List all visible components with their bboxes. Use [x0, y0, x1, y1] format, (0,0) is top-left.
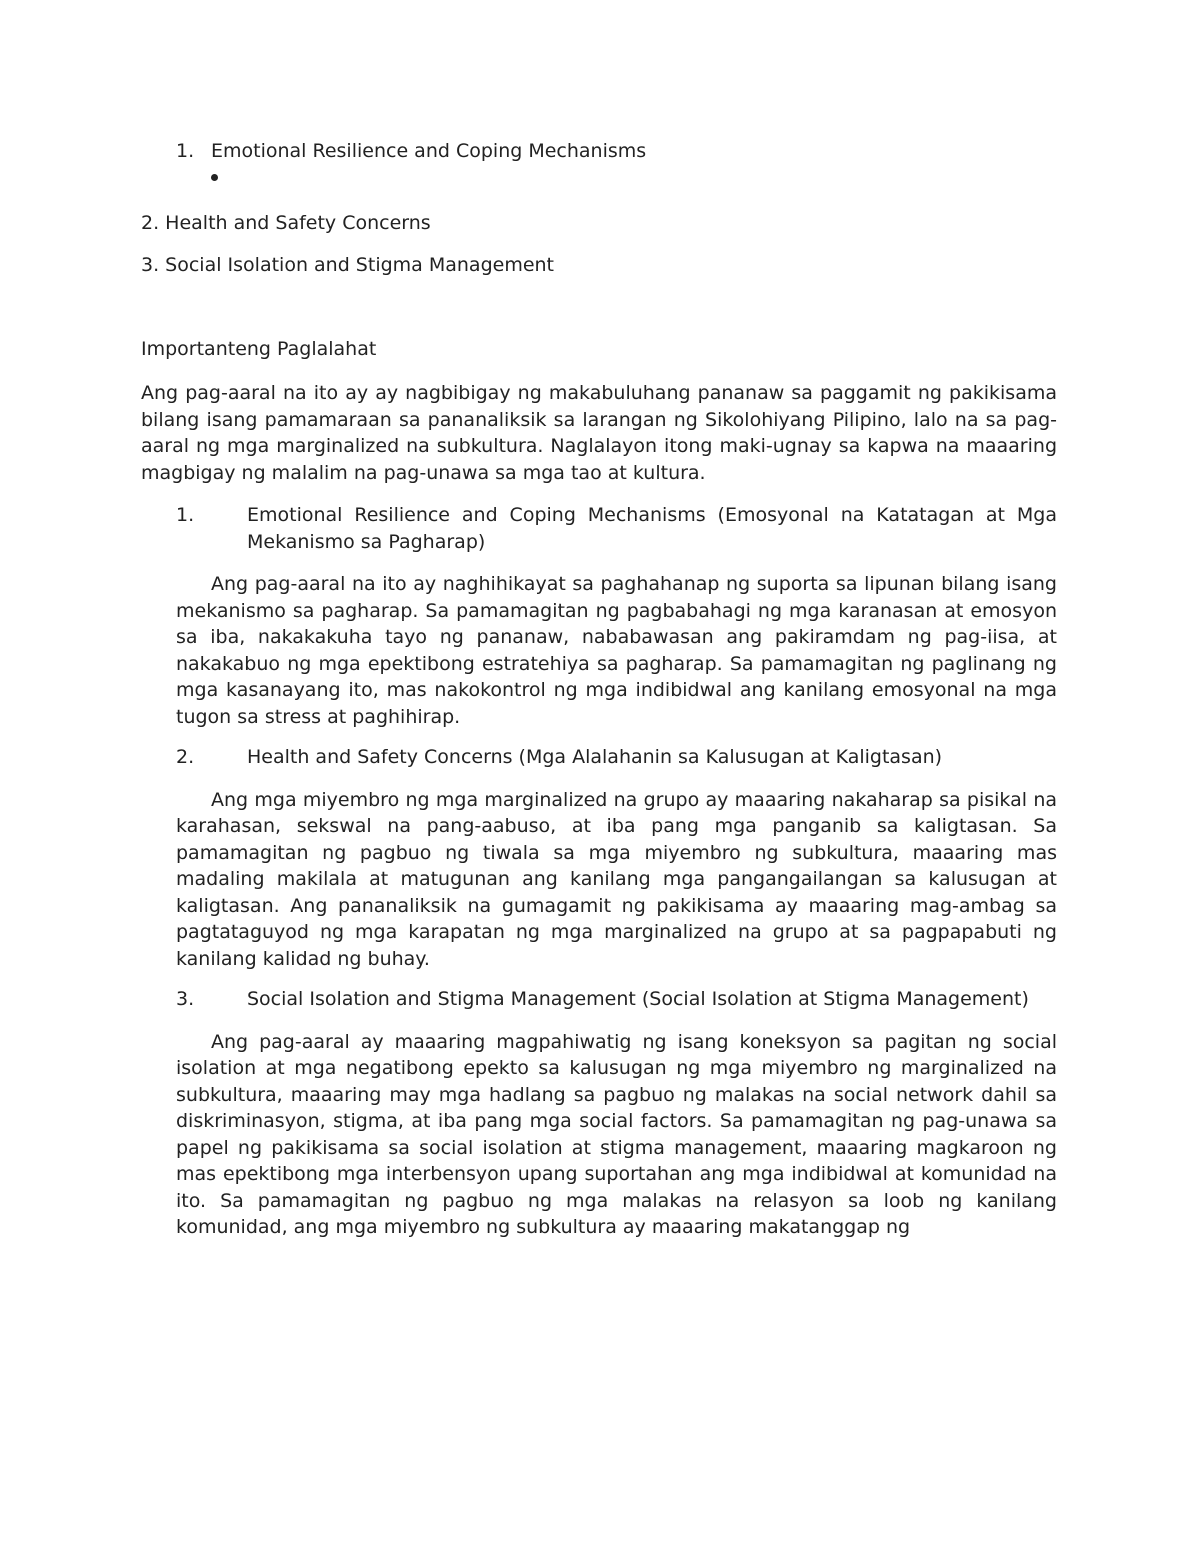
- section-title: Health and Safety Concerns (Mga Alalahanin sa Kalusugan at Kaligtasan): [247, 746, 943, 768]
- top-list-item-2: 2. Health and Safety Concerns: [141, 212, 431, 234]
- empty-bullet-item: [141, 166, 1057, 196]
- section-title: Social Isolation and Stigma Management (Social Isolation at Stigma Management): [247, 988, 1029, 1010]
- numbered-section-2-title: [141, 744, 1057, 771]
- list-item-text: Emotional Resilience and Coping Mechanisms: [211, 140, 647, 162]
- top-list-item-1: [141, 138, 1057, 166]
- intro-paragraph: Ang pag-aaral na ito ay ay nagbibigay ng makabuluhang pananaw sa paggamit ng pakikisama bilang isang pamamaraan sa pananaliksik sa larangan ng Sikolohiyang Pilipino, lalo na sa pag-aaral ng mga marginalized na subkultura. Naglalayon itong maki-ugnay sa kapwa na maaaring magbigay ng malalim na pag-unawa sa mga tao at kultura.: [141, 382, 1057, 484]
- list-number: 1.: [176, 140, 195, 162]
- document-page: [141, 138, 1057, 1241]
- section-number: 2.: [176, 746, 195, 768]
- section-heading: Importanteng Paglalahat: [141, 338, 377, 360]
- section-number: 1.: [176, 504, 195, 526]
- section-1-body: Ang pag-aaral na ito ay naghihikayat sa paghahanap ng suporta sa lipunan bilang isang mekanismo sa pagharap. Sa pamamagitan ng pagbabahagi ng mga karanasan at emosyon sa iba, nakakakuha tayo ng pananaw, nababawasan ang pakiramdam ng pag-iisa, at nakakabuo ng mga epektibong estratehiya sa pagharap. Sa pamamagitan ng paglinang ng mga kasanayang ito, mas nakokontrol ng mga indibidwal ang kanilang emosyonal na mga tugon sa stress at paghihirap.: [176, 573, 1057, 728]
- section-2-body: Ang mga miyembro ng mga marginalized na grupo ay maaaring nakaharap sa pisikal na karahasan, sekswal na pang-aabuso, at iba pang mga panganib sa kaligtasan. Sa pamamagitan ng pagbuo ng tiwala sa mga miyembro ng subkultura, maaaring mas madaling makilala at matugunan ang kanilang mga pangangailangan sa kalusugan at kaligtasan. Ang pananaliksik na gumagamit ng pakikisama ay maaaring mag-ambag sa pagtataguyod ng mga karapatan ng mga marginalized na grupo at sa pagpapabuti ng kanilang kalidad ng buhay.: [176, 788, 1057, 970]
- section-3-body: Ang pag-aaral ay maaaring magpahiwatig ng isang koneksyon sa pagitan ng social isolation at mga negatibong epekto sa kalusugan ng mga miyembro ng marginalized na subkultura, maaaring may mga hadlang sa pagbuo ng malakas na social network dahil sa diskriminasyon, stigma, at iba pang mga social factors. Sa pamamagitan ng pag-unawa sa papel ng pakikisama sa social isolation at stigma management, maaaring magkaroon ng mas epektibong mga interbensyon upang suportahan ang mga indibidwal at komunidad na ito. Sa pamamagitan ng pagbuo ng mga malakas na relasyon sa loob ng kanilang komunidad, ang mga miyembro ng subkultura ay maaaring makatanggap ng: [176, 1030, 1057, 1238]
- numbered-section-3-title: [141, 986, 1057, 1013]
- section-number: 3.: [176, 988, 195, 1010]
- bullet-icon: [211, 174, 218, 181]
- section-title: Emotional Resilience and Coping Mechanisms (Emosyonal na Katatagan at Mga Mekanismo sa Pagharap): [247, 504, 1057, 553]
- numbered-section-1-title: [141, 502, 1057, 555]
- top-list-item-3: 3. Social Isolation and Stigma Management: [141, 254, 555, 276]
